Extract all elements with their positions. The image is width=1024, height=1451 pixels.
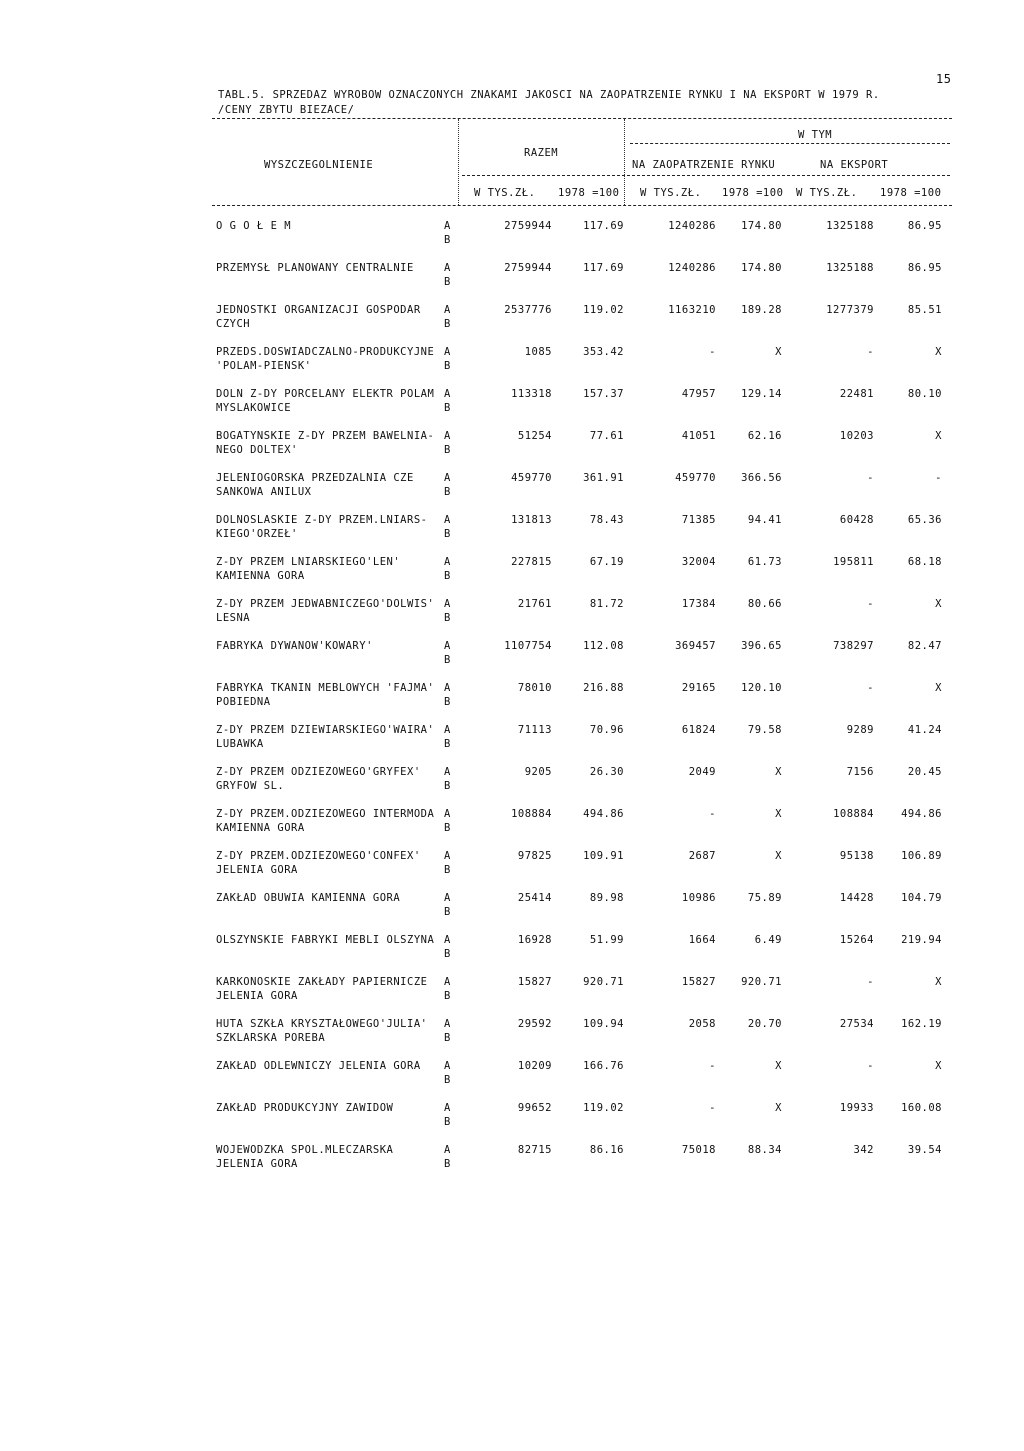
- table-row: [212, 206, 952, 248]
- row-name: OLSZYNSKIE FABRYKI MEBLI OLSZYNA: [216, 934, 435, 946]
- market-index: X: [775, 808, 782, 820]
- row-label-a: A: [444, 388, 451, 400]
- market-value: 2687: [688, 850, 716, 862]
- market-value: 15827: [681, 976, 716, 988]
- total-index: 361.91: [583, 472, 624, 484]
- market-value: 29165: [681, 682, 716, 694]
- row-label-a: A: [444, 262, 451, 274]
- row-name: ZAKŁAD PRODUKCYJNY ZAWIDOW: [216, 1102, 394, 1114]
- total-index: 26.30: [589, 766, 624, 778]
- header-total: RAZEM: [524, 147, 559, 159]
- market-value: 47957: [681, 388, 716, 400]
- table-row: [212, 500, 952, 542]
- market-value: 61824: [681, 724, 716, 736]
- market-index: 79.58: [747, 724, 782, 736]
- total-index: 51.99: [589, 934, 624, 946]
- export-index: 41.24: [907, 724, 942, 736]
- row-label-a: A: [444, 220, 451, 232]
- table-title: [218, 88, 880, 118]
- total-value: 51254: [517, 430, 552, 442]
- export-value: 14428: [839, 892, 874, 904]
- row-label-b: B: [444, 570, 451, 582]
- row-label-b: B: [444, 822, 451, 834]
- header-index-market: 1978 =100: [722, 187, 784, 199]
- total-index: 119.02: [583, 1102, 624, 1114]
- total-index: 166.76: [583, 1060, 624, 1072]
- export-index: 20.45: [907, 766, 942, 778]
- market-index: 6.49: [754, 934, 782, 946]
- total-value: 1107754: [504, 640, 552, 652]
- row-label-b: B: [444, 1032, 451, 1044]
- header-unit: WYSZCZEGOLNIENIE: [264, 159, 374, 171]
- market-index: 80.66: [747, 598, 782, 610]
- export-index: 65.36: [907, 514, 942, 526]
- export-value: 15264: [839, 934, 874, 946]
- total-index: 920.71: [583, 976, 624, 988]
- header-value-total: W TYS.ZŁ.: [474, 187, 536, 199]
- row-name: DOLN Z-DY PORCELANY ELEKTR POLAM: [216, 388, 435, 400]
- header-divider: [458, 119, 459, 205]
- total-value: 2537776: [504, 304, 552, 316]
- row-label-b: B: [444, 612, 451, 624]
- row-name: PRZEDS.DOSWIADCZALNO-PRODUKCYJNE: [216, 346, 435, 358]
- row-name-cont: CZYCH: [216, 318, 251, 330]
- row-name: KARKONOSKIE ZAKŁADY PAPIERNICZE: [216, 976, 428, 988]
- export-index: 85.51: [907, 304, 942, 316]
- row-name-cont: SANKOWA ANILUX: [216, 486, 312, 498]
- total-value: 9205: [524, 766, 552, 778]
- row-label-b: B: [444, 1116, 451, 1128]
- row-label-b: B: [444, 654, 451, 666]
- market-index: 174.80: [741, 262, 782, 274]
- market-value: -: [709, 346, 716, 358]
- market-value: 369457: [675, 640, 716, 652]
- total-value: 113318: [511, 388, 552, 400]
- table-row: [212, 962, 952, 1004]
- row-label-a: A: [444, 430, 451, 442]
- market-index: 20.70: [747, 1018, 782, 1030]
- row-name-cont: POBIEDNA: [216, 696, 271, 708]
- row-label-a: A: [444, 346, 451, 358]
- total-index: 353.42: [583, 346, 624, 358]
- export-value: -: [867, 346, 874, 358]
- market-index: X: [775, 1060, 782, 1072]
- row-label-a: A: [444, 1102, 451, 1114]
- row-name: Z-DY PRZEM JEDWABNICZEGO'DOLWIS': [216, 598, 435, 610]
- total-index: 157.37: [583, 388, 624, 400]
- export-index: X: [935, 976, 942, 988]
- table-row: [212, 458, 952, 500]
- export-index: 104.79: [901, 892, 942, 904]
- total-index: 77.61: [589, 430, 624, 442]
- export-value: 22481: [839, 388, 874, 400]
- export-value: 19933: [839, 1102, 874, 1114]
- row-label-a: A: [444, 514, 451, 526]
- export-index: X: [935, 346, 942, 358]
- row-name-cont: KAMIENNA GORA: [216, 822, 305, 834]
- header-index-export: 1978 =100: [880, 187, 942, 199]
- row-name-cont: NEGO DOLTEX': [216, 444, 298, 456]
- header-value-export: W TYS.ZŁ.: [796, 187, 858, 199]
- row-label-a: A: [444, 766, 451, 778]
- export-value: 60428: [839, 514, 874, 526]
- table-row: [212, 1046, 952, 1088]
- market-index: 174.80: [741, 220, 782, 232]
- row-name-cont: MYSLAKOWICE: [216, 402, 292, 414]
- export-index: X: [935, 598, 942, 610]
- total-index: 67.19: [589, 556, 624, 568]
- row-label-b: B: [444, 864, 451, 876]
- market-value: 1240286: [668, 220, 716, 232]
- market-value: 459770: [675, 472, 716, 484]
- sales-table: [212, 118, 952, 1172]
- market-value: 2058: [688, 1018, 716, 1030]
- title-line-1: TABL.5. SPRZEDAZ WYROBOW OZNACZONYCH ZNAKAMI JAKOSCI NA ZAOPATRZENIE RYNKU I NA EKSPORT W 1979 R.: [218, 89, 880, 101]
- export-value: 9289: [846, 724, 874, 736]
- export-index: 160.08: [901, 1102, 942, 1114]
- row-label-b: B: [444, 444, 451, 456]
- row-name: O G O Ł E M: [216, 220, 292, 232]
- export-index: 39.54: [907, 1144, 942, 1156]
- row-label-a: A: [444, 556, 451, 568]
- row-label-b: B: [444, 1158, 451, 1170]
- market-index: X: [775, 1102, 782, 1114]
- export-index: 162.19: [901, 1018, 942, 1030]
- row-name: WOJEWODZKA SPOL.MLECZARSKA: [216, 1144, 394, 1156]
- total-value: 78010: [517, 682, 552, 694]
- export-value: -: [867, 1060, 874, 1072]
- table-row: [212, 248, 952, 290]
- row-label-b: B: [444, 696, 451, 708]
- market-index: 75.89: [747, 892, 782, 904]
- total-value: 227815: [511, 556, 552, 568]
- export-value: 342: [853, 1144, 874, 1156]
- market-value: 17384: [681, 598, 716, 610]
- row-label-a: A: [444, 472, 451, 484]
- total-value: 1085: [524, 346, 552, 358]
- title-line-2: /CENY ZBYTU BIEZACE/: [218, 104, 355, 116]
- row-label-a: A: [444, 1018, 451, 1030]
- row-label-a: A: [444, 598, 451, 610]
- total-value: 2759944: [504, 220, 552, 232]
- row-name: FABRYKA TKANIN MEBLOWYCH 'FAJMA': [216, 682, 435, 694]
- export-value: 95138: [839, 850, 874, 862]
- total-index: 117.69: [583, 262, 624, 274]
- market-value: 10986: [681, 892, 716, 904]
- total-value: 459770: [511, 472, 552, 484]
- market-value: -: [709, 1060, 716, 1072]
- table-row: [212, 1088, 952, 1130]
- row-name-cont: KAMIENNA GORA: [216, 570, 305, 582]
- row-label-a: A: [444, 934, 451, 946]
- row-label-b: B: [444, 738, 451, 750]
- row-label-a: A: [444, 808, 451, 820]
- market-index: X: [775, 850, 782, 862]
- row-label-b: B: [444, 318, 451, 330]
- row-label-a: A: [444, 682, 451, 694]
- row-name: FABRYKA DYWANOW'KOWARY': [216, 640, 373, 652]
- total-index: 78.43: [589, 514, 624, 526]
- row-label-b: B: [444, 780, 451, 792]
- header-market: NA ZAOPATRZENIE RYNKU: [632, 159, 776, 171]
- market-index: X: [775, 766, 782, 778]
- row-label-a: A: [444, 976, 451, 988]
- export-value: -: [867, 976, 874, 988]
- row-name: JEDNOSTKI ORGANIZACJI GOSPODAR: [216, 304, 421, 316]
- total-value: 71113: [517, 724, 552, 736]
- market-value: 41051: [681, 430, 716, 442]
- row-name: Z-DY PRZEM DZIEWIARSKIEGO'WAIRA': [216, 724, 435, 736]
- total-value: 25414: [517, 892, 552, 904]
- row-label-a: A: [444, 892, 451, 904]
- export-index: 68.18: [907, 556, 942, 568]
- table-row: [212, 290, 952, 332]
- total-index: 70.96: [589, 724, 624, 736]
- table-row: [212, 668, 952, 710]
- export-value: 10203: [839, 430, 874, 442]
- row-label-b: B: [444, 990, 451, 1002]
- row-label-b: B: [444, 360, 451, 372]
- export-index: X: [935, 1060, 942, 1072]
- total-value: 131813: [511, 514, 552, 526]
- market-value: 32004: [681, 556, 716, 568]
- total-value: 10209: [517, 1060, 552, 1072]
- market-index: 62.16: [747, 430, 782, 442]
- row-name: ZAKŁAD ODLEWNICZY JELENIA GORA: [216, 1060, 421, 1072]
- total-value: 15827: [517, 976, 552, 988]
- header-divider: [624, 119, 625, 205]
- export-value: 738297: [833, 640, 874, 652]
- row-name-cont: JELENIA GORA: [216, 1158, 298, 1170]
- row-name: Z-DY PRZEM LNIARSKIEGO'LEN': [216, 556, 401, 568]
- table-row: [212, 752, 952, 794]
- total-value: 108884: [511, 808, 552, 820]
- export-value: 7156: [846, 766, 874, 778]
- total-index: 109.91: [583, 850, 624, 862]
- export-value: 27534: [839, 1018, 874, 1030]
- row-name: Z-DY PRZEM.ODZIEZOWEGO'CONFEX': [216, 850, 421, 862]
- market-value: 1240286: [668, 262, 716, 274]
- row-name: DOLNOSLASKIE Z-DY PRZEM.LNIARS-: [216, 514, 428, 526]
- market-value: 75018: [681, 1144, 716, 1156]
- table-row: [212, 584, 952, 626]
- row-label-a: A: [444, 640, 451, 652]
- total-value: 21761: [517, 598, 552, 610]
- market-index: 120.10: [741, 682, 782, 694]
- table-row: [212, 1004, 952, 1046]
- row-name-cont: JELENIA GORA: [216, 864, 298, 876]
- table-body: [212, 206, 952, 1172]
- row-label-a: A: [444, 1144, 451, 1156]
- export-value: 1325188: [826, 220, 874, 232]
- row-label-b: B: [444, 948, 451, 960]
- market-value: 71385: [681, 514, 716, 526]
- table-row: [212, 794, 952, 836]
- header-subrule: [462, 175, 950, 176]
- total-value: 29592: [517, 1018, 552, 1030]
- table-row: [212, 332, 952, 374]
- export-value: 108884: [833, 808, 874, 820]
- market-value: -: [709, 1102, 716, 1114]
- total-index: 89.98: [589, 892, 624, 904]
- export-index: X: [935, 682, 942, 694]
- header-subrule: [630, 143, 950, 144]
- market-index: 94.41: [747, 514, 782, 526]
- export-index: 82.47: [907, 640, 942, 652]
- market-index: X: [775, 346, 782, 358]
- table-row: [212, 542, 952, 584]
- total-index: 117.69: [583, 220, 624, 232]
- export-index: X: [935, 430, 942, 442]
- table-row: [212, 878, 952, 920]
- table-row: [212, 920, 952, 962]
- table-row: [212, 416, 952, 458]
- market-index: 61.73: [747, 556, 782, 568]
- total-index: 86.16: [589, 1144, 624, 1156]
- page-number: 15: [936, 72, 952, 86]
- table-row: [212, 710, 952, 752]
- total-index: 119.02: [583, 304, 624, 316]
- export-value: 1325188: [826, 262, 874, 274]
- market-value: -: [709, 808, 716, 820]
- row-label-a: A: [444, 724, 451, 736]
- market-index: 88.34: [747, 1144, 782, 1156]
- export-index: 494.86: [901, 808, 942, 820]
- row-name: BOGATYNSKIE Z-DY PRZEM BAWELNIA-: [216, 430, 435, 442]
- market-index: 129.14: [741, 388, 782, 400]
- total-index: 109.94: [583, 1018, 624, 1030]
- row-name-cont: GRYFOW SL.: [216, 780, 285, 792]
- export-index: 86.95: [907, 220, 942, 232]
- row-name-cont: LESNA: [216, 612, 251, 624]
- total-index: 494.86: [583, 808, 624, 820]
- export-value: -: [867, 598, 874, 610]
- export-index: 80.10: [907, 388, 942, 400]
- export-index: -: [935, 472, 942, 484]
- row-name-cont: 'POLAM-PIENSK': [216, 360, 312, 372]
- export-value: 195811: [833, 556, 874, 568]
- total-index: 112.08: [583, 640, 624, 652]
- row-label-b: B: [444, 906, 451, 918]
- row-name-cont: JELENIA GORA: [216, 990, 298, 1002]
- row-name-cont: SZKLARSKA POREBA: [216, 1032, 326, 1044]
- row-label-b: B: [444, 402, 451, 414]
- row-label-b: B: [444, 1074, 451, 1086]
- table-row: [212, 626, 952, 668]
- row-name: Z-DY PRZEM.ODZIEZOWEGO INTERMODA: [216, 808, 435, 820]
- row-name: HUTA SZKŁA KRYSZTAŁOWEGO'JULIA': [216, 1018, 428, 1030]
- header-index-total: 1978 =100: [558, 187, 620, 199]
- header-of-which: W TYM: [798, 129, 833, 141]
- export-index: 86.95: [907, 262, 942, 274]
- row-label-b: B: [444, 486, 451, 498]
- row-name-cont: LUBAWKA: [216, 738, 264, 750]
- market-value: 2049: [688, 766, 716, 778]
- total-value: 97825: [517, 850, 552, 862]
- header-value-market: W TYS.ZŁ.: [640, 187, 702, 199]
- row-name: PRZEMYSŁ PLANOWANY CENTRALNIE: [216, 262, 414, 274]
- table-row: [212, 374, 952, 416]
- total-value: 16928: [517, 934, 552, 946]
- table-row: [212, 836, 952, 878]
- header-export: NA EKSPORT: [820, 159, 889, 171]
- market-index: 366.56: [741, 472, 782, 484]
- export-value: -: [867, 472, 874, 484]
- row-name: Z-DY PRZEM ODZIEZOWEGO'GRYFEX': [216, 766, 421, 778]
- row-name: JELENIOGORSKA PRZEDZALNIA CZE: [216, 472, 414, 484]
- market-value: 1163210: [668, 304, 716, 316]
- total-value: 99652: [517, 1102, 552, 1114]
- market-index: 396.65: [741, 640, 782, 652]
- export-value: 1277379: [826, 304, 874, 316]
- table-row: [212, 1130, 952, 1172]
- export-index: 106.89: [901, 850, 942, 862]
- row-label-a: A: [444, 304, 451, 316]
- row-label-b: B: [444, 234, 451, 246]
- total-index: 216.88: [583, 682, 624, 694]
- row-name: ZAKŁAD OBUWIA KAMIENNA GORA: [216, 892, 401, 904]
- total-index: 81.72: [589, 598, 624, 610]
- export-index: 219.94: [901, 934, 942, 946]
- row-label-a: A: [444, 850, 451, 862]
- market-index: 189.28: [741, 304, 782, 316]
- total-value: 82715: [517, 1144, 552, 1156]
- market-value: 1664: [688, 934, 716, 946]
- row-label-a: A: [444, 1060, 451, 1072]
- row-label-b: B: [444, 528, 451, 540]
- export-value: -: [867, 682, 874, 694]
- row-label-b: B: [444, 276, 451, 288]
- market-index: 920.71: [741, 976, 782, 988]
- total-value: 2759944: [504, 262, 552, 274]
- table-header: [212, 119, 952, 205]
- row-name-cont: KIEGO'ORZEŁ': [216, 528, 298, 540]
